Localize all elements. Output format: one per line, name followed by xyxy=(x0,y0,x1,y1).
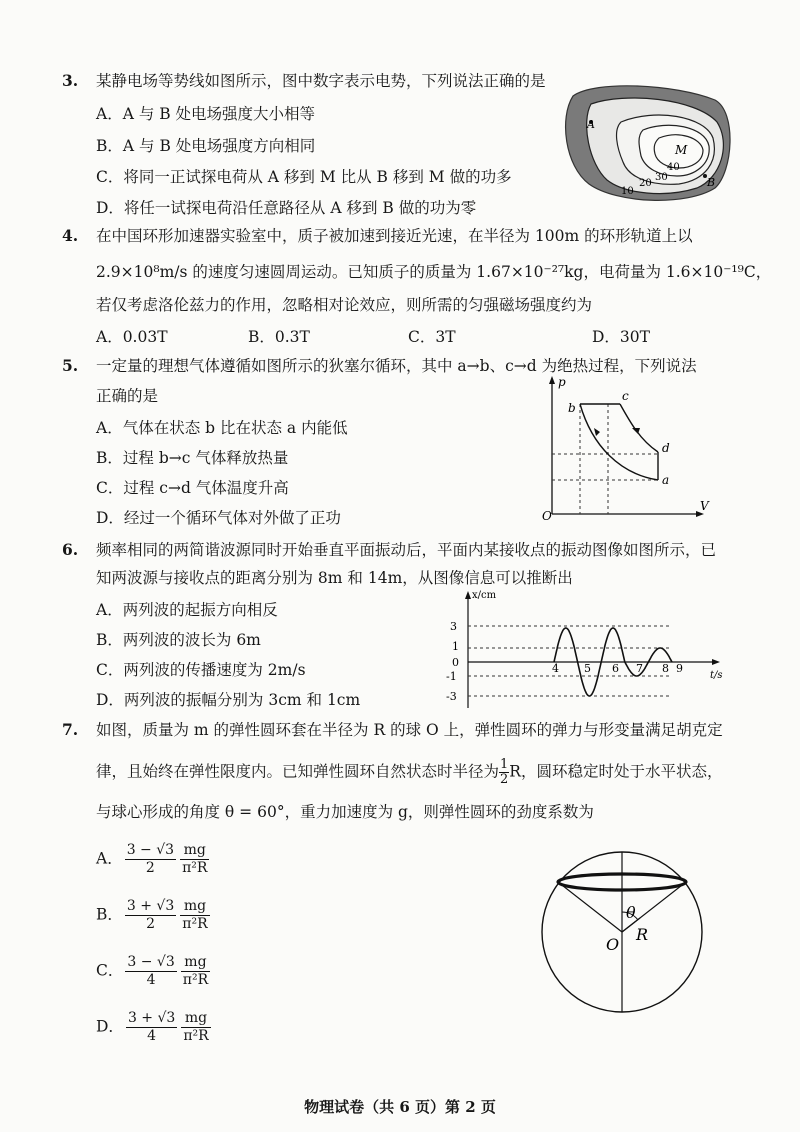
q5-pv-diagram xyxy=(540,374,715,524)
q4-line1: 在中国环形加速器实验室中，质子被加速到接近光速，在半径为 100m 的环形轨道上以 xyxy=(96,227,693,245)
q7-line2 xyxy=(96,758,722,787)
x-axis-label: t/s xyxy=(710,670,723,681)
x-tick-6: 6 xyxy=(612,662,619,675)
numerator: mg xyxy=(181,1010,210,1028)
denominator: π²R xyxy=(182,972,209,988)
v-label: V xyxy=(700,499,709,513)
q7-line2-part2: R，圆环稳定时处于水平状态， xyxy=(509,762,723,781)
numerator: 3 − √3 xyxy=(127,954,175,970)
label-b: b xyxy=(568,401,576,415)
x-tick-5: 5 xyxy=(584,662,591,675)
fraction-1 xyxy=(125,898,176,933)
q7-option-c xyxy=(96,954,212,989)
q3-stem: 某静电场等势线如图所示，图中数字表示电势，下列说法正确的是 xyxy=(96,72,546,90)
r-label: R xyxy=(636,925,649,944)
theta-label: θ xyxy=(626,903,636,922)
q4-option-d: D．30T xyxy=(592,328,650,346)
q4-option-a: A．0.03T xyxy=(96,328,168,346)
q5-option-b: B．过程 b→c 气体释放热量 xyxy=(96,449,289,467)
q3-option-c: C．将同一正试探电荷从 A 移到 M 比从 B 移到 M 做的功多 xyxy=(96,168,512,186)
half-numerator: 1 xyxy=(500,757,509,772)
q3-number: 3. xyxy=(62,71,79,90)
fraction-2 xyxy=(181,954,210,989)
label-b: B xyxy=(707,176,716,189)
y-tick-3: 3 xyxy=(450,620,457,633)
x-tick-4: 4 xyxy=(552,662,559,675)
label-d: d xyxy=(662,441,670,455)
q7-line2-part1: 律，且始终在弹性限度内。已知弹性圆环自然状态时半径为 xyxy=(96,762,500,781)
q7-line1: 如图，质量为 m 的弹性圆环套在半径为 R 的球 O 上，弹性圆环的弹力与形变量满足胡克定 xyxy=(96,721,723,739)
label-c: c xyxy=(622,389,629,403)
denominator: 4 xyxy=(146,972,156,988)
numerator: mg xyxy=(180,842,209,860)
fraction-1 xyxy=(125,954,176,989)
fraction-2 xyxy=(181,1010,210,1045)
one-half-fraction xyxy=(499,758,509,787)
y-tick-0: 0 xyxy=(452,656,459,669)
x-tick-7: 7 xyxy=(636,662,643,675)
q7-option-d xyxy=(96,1010,213,1045)
denominator: 2 xyxy=(145,860,155,876)
fraction-1 xyxy=(125,842,176,877)
q4-line2: 2.9×10⁸m/s 的速度匀速圆周运动。已知质子的质量为 1.67×10⁻²⁷kg，电荷量为 1.6×10⁻¹⁹C， xyxy=(96,263,772,281)
fraction-2 xyxy=(180,898,209,933)
page-footer: 物理试卷（共 6 页）第 2 页 xyxy=(304,1098,496,1116)
q7-number: 7. xyxy=(62,720,79,739)
option-label: A． xyxy=(96,849,123,868)
denominator: 4 xyxy=(147,1028,157,1044)
o-label: O xyxy=(606,935,620,954)
q6-line1: 频率相同的两简谐波源同时开始垂直平面振动后，平面内某接收点的振动图像如图所示，已 xyxy=(96,541,717,559)
q5-line1: 一定量的理想气体遵循如图所示的狄塞尔循环，其中 a→b、c→d 为绝热过程，下列说法 xyxy=(96,357,697,375)
half-denominator: 2 xyxy=(500,772,509,787)
x-tick-9: 9 xyxy=(676,662,683,675)
q7-option-a xyxy=(96,842,211,877)
q7-option-b xyxy=(96,898,212,933)
q6-vibration-graph xyxy=(440,586,730,710)
option-label: C． xyxy=(96,961,124,980)
y-tick-neg1: -1 xyxy=(446,670,457,683)
q5-option-a: A．气体在状态 b 比在状态 a 内能低 xyxy=(96,419,348,437)
denominator: π²R xyxy=(182,860,208,876)
q3-option-d: D．将任一试探电荷沿任意路径从 A 移到 B 做的功为零 xyxy=(96,199,477,217)
q5-option-c: C．过程 c→d 气体温度升高 xyxy=(96,479,289,497)
denominator: π²R xyxy=(182,916,208,932)
q3-option-a: A．A 与 B 处电场强度大小相等 xyxy=(96,105,316,123)
denominator: 2 xyxy=(146,916,156,932)
numerator: 3 − √3 xyxy=(126,842,175,858)
y-axis-label: x/cm xyxy=(472,590,497,601)
origin-label: O xyxy=(542,509,552,523)
q7-sphere-ring-figure xyxy=(540,838,710,1014)
q3-equipotential-figure xyxy=(555,82,735,202)
y-tick-1: 1 xyxy=(452,640,459,653)
q4-number: 4. xyxy=(62,226,79,245)
q6-option-d: D．两列波的振幅分别为 3cm 和 1cm xyxy=(96,691,361,709)
label-a: A xyxy=(587,118,595,131)
numerator: 3 + √3 xyxy=(127,1010,176,1026)
q7-line3: 与球心形成的角度 θ = 60°，重力加速度为 g，则弹性圆环的劲度系数为 xyxy=(96,803,594,821)
q6-option-c: C．两列波的传播速度为 2m/s xyxy=(96,661,306,679)
q5-option-d: D．经过一个循环气体对外做了正功 xyxy=(96,509,341,527)
numerator: 3 + √3 xyxy=(126,898,175,914)
q5-line2: 正确的是 xyxy=(96,387,159,405)
option-label: D． xyxy=(96,1017,124,1036)
q6-number: 6. xyxy=(62,540,79,559)
numerator: mg xyxy=(180,898,209,916)
q4-option-b: B．0.3T xyxy=(248,328,310,346)
q6-option-a: A．两列波的起振方向相反 xyxy=(96,601,278,619)
q6-line2: 知两波源与接收点的距离分别为 8m 和 14m，从图像信息可以推断出 xyxy=(96,569,573,587)
option-label: B． xyxy=(96,905,123,924)
y-tick-neg3: -3 xyxy=(446,690,457,703)
label-40: 40 xyxy=(667,162,680,173)
fraction-2 xyxy=(180,842,209,877)
q5-number: 5. xyxy=(62,356,79,375)
denominator: π²R xyxy=(183,1028,209,1044)
label-10: 10 xyxy=(621,186,634,197)
q6-option-b: B．两列波的波长为 6m xyxy=(96,631,261,649)
q4-line3: 若仅考虑洛伦兹力的作用，忽略相对论效应，则所需的匀强磁场强度约为 xyxy=(96,296,593,314)
q4-option-c: C．3T xyxy=(408,328,456,346)
label-20: 20 xyxy=(639,178,652,189)
x-tick-8: 8 xyxy=(662,662,669,675)
fraction-1 xyxy=(126,1010,177,1045)
p-label: p xyxy=(558,375,566,389)
q3-option-b: B．A 与 B 处电场强度方向相同 xyxy=(96,137,316,155)
label-30: 30 xyxy=(655,172,668,183)
label-m: M xyxy=(675,143,688,157)
label-a: a xyxy=(662,473,670,487)
numerator: mg xyxy=(181,954,210,972)
